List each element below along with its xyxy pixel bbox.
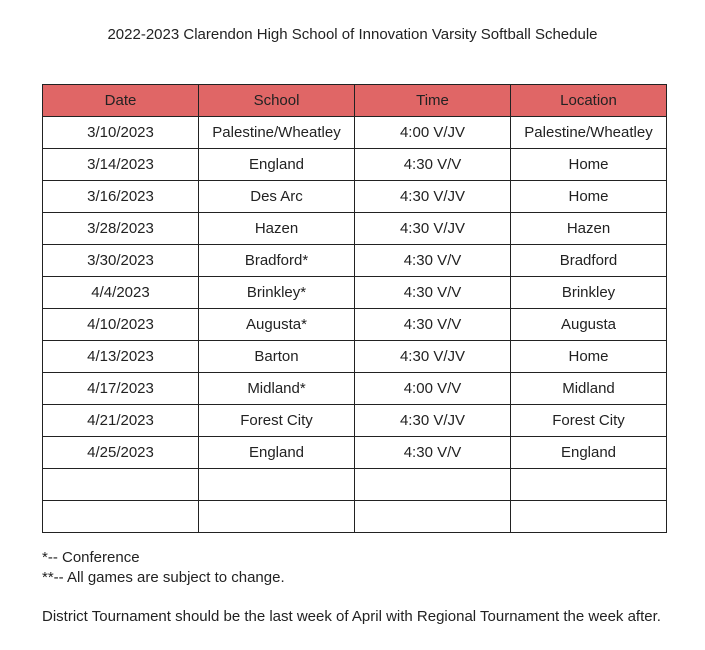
- cell-date: [43, 469, 199, 501]
- cell-time: 4:30 V/JV: [355, 405, 511, 437]
- cell-time: 4:30 V/JV: [355, 213, 511, 245]
- cell-school: Augusta*: [199, 309, 355, 341]
- cell-time: [355, 501, 511, 533]
- cell-date: 3/10/2023: [43, 117, 199, 149]
- cell-location: Home: [511, 181, 667, 213]
- cell-date: 4/4/2023: [43, 277, 199, 309]
- cell-time: 4:30 V/V: [355, 309, 511, 341]
- schedule-table: [42, 84, 667, 533]
- cell-school: [199, 469, 355, 501]
- table-row: [43, 341, 667, 373]
- cell-date: 3/28/2023: [43, 213, 199, 245]
- table-header-row: [43, 85, 667, 117]
- tournament-note: District Tournament should be the last week of April with Regional Tournament the week after.: [42, 608, 661, 625]
- cell-date: 4/10/2023: [43, 309, 199, 341]
- footnotes: [42, 548, 661, 627]
- cell-time: 4:30 V/V: [355, 437, 511, 469]
- cell-location: [511, 501, 667, 533]
- cell-school: [199, 501, 355, 533]
- cell-time: 4:30 V/JV: [355, 181, 511, 213]
- cell-time: 4:30 V/JV: [355, 341, 511, 373]
- conference-note: *-- Conference: [42, 549, 140, 566]
- cell-location: Home: [511, 149, 667, 181]
- cell-school: Midland*: [199, 373, 355, 405]
- cell-location: Augusta: [511, 309, 667, 341]
- table-row: [43, 469, 667, 501]
- header-time: Time: [355, 85, 511, 117]
- table-row: [43, 309, 667, 341]
- cell-school: Forest City: [199, 405, 355, 437]
- table-row: [43, 373, 667, 405]
- cell-date: 3/16/2023: [43, 181, 199, 213]
- cell-location: Midland: [511, 373, 667, 405]
- cell-location: Home: [511, 341, 667, 373]
- cell-date: [43, 501, 199, 533]
- table-row: [43, 277, 667, 309]
- cell-school: Barton: [199, 341, 355, 373]
- table-row: [43, 437, 667, 469]
- cell-school: England: [199, 437, 355, 469]
- table-row: [43, 213, 667, 245]
- cell-time: 4:00 V/JV: [355, 117, 511, 149]
- header-school: School: [199, 85, 355, 117]
- table-row: [43, 181, 667, 213]
- cell-school: Bradford*: [199, 245, 355, 277]
- cell-time: [355, 469, 511, 501]
- cell-date: 4/21/2023: [43, 405, 199, 437]
- cell-location: England: [511, 437, 667, 469]
- cell-date: 3/14/2023: [43, 149, 199, 181]
- cell-date: 4/25/2023: [43, 437, 199, 469]
- cell-location: Palestine/Wheatley: [511, 117, 667, 149]
- cell-date: 4/13/2023: [43, 341, 199, 373]
- table-row: [43, 149, 667, 181]
- page-title: 2022-2023 Clarendon High School of Innovation Varsity Softball Schedule: [107, 26, 598, 43]
- cell-school: Palestine/Wheatley: [199, 117, 355, 149]
- table-row: [43, 501, 667, 533]
- cell-location: Bradford: [511, 245, 667, 277]
- cell-school: Hazen: [199, 213, 355, 245]
- cell-school: Brinkley*: [199, 277, 355, 309]
- cell-location: Hazen: [511, 213, 667, 245]
- cell-school: England: [199, 149, 355, 181]
- cell-time: 4:30 V/V: [355, 245, 511, 277]
- cell-school: Des Arc: [199, 181, 355, 213]
- change-note: **-- All games are subject to change.: [42, 569, 285, 586]
- cell-time: 4:00 V/V: [355, 373, 511, 405]
- cell-date: 4/17/2023: [43, 373, 199, 405]
- cell-location: [511, 469, 667, 501]
- cell-location: Forest City: [511, 405, 667, 437]
- cell-time: 4:30 V/V: [355, 277, 511, 309]
- table-row: [43, 405, 667, 437]
- header-location: Location: [511, 85, 667, 117]
- cell-date: 3/30/2023: [43, 245, 199, 277]
- cell-time: 4:30 V/V: [355, 149, 511, 181]
- cell-location: Brinkley: [511, 277, 667, 309]
- table-row: [43, 245, 667, 277]
- table-row: [43, 117, 667, 149]
- header-date: Date: [43, 85, 199, 117]
- schedule-body: [43, 117, 667, 533]
